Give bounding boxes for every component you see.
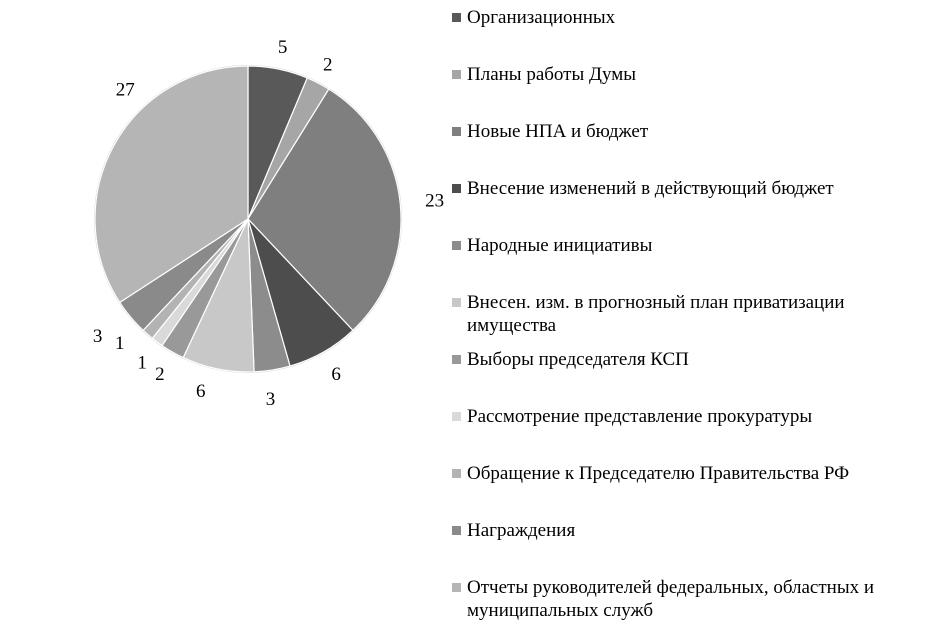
slice-value-label-11: 27 [115,79,135,101]
legend-swatch-3 [452,127,461,136]
legend-label-11: Отчеты руководителей федеральных, областных и муниципальных служб [467,577,875,621]
legend-swatch-6 [452,298,461,307]
legend-label-7: Выборы председателя КСП [467,349,689,370]
legend-label-5: Народные инициативы [467,235,653,256]
slice-value-label-5: 3 [265,389,276,410]
slice-value-label-4: 6 [331,364,341,385]
legend-swatch-9 [452,469,461,478]
legend-entry-1 [452,6,922,29]
legend-label-2: Планы работы Думы [467,64,636,85]
slice-value-label-7: 2 [155,364,165,385]
slice-value-label-3: 23 [425,190,445,212]
legend-entry-3 [452,120,922,143]
legend-swatch-4 [452,184,461,193]
pie-chart [0,0,445,633]
legend-entry-10 [452,519,922,542]
legend-swatch-2 [452,70,461,79]
legend [452,0,922,633]
legend-swatch-8 [452,412,461,421]
legend-entry-11 [452,576,922,622]
slice-value-label-10: 3 [92,326,103,347]
legend-label-9: Обращение к Председателю Правительства РФ [467,463,850,484]
slice-value-label-9: 1 [114,332,125,354]
legend-entry-5 [452,234,922,257]
slice-value-label-1: 5 [277,37,288,59]
legend-entry-7 [452,348,922,371]
legend-entry-8 [452,405,922,428]
pie-chart-svg [0,0,445,633]
legend-entry-6 [452,291,922,337]
slice-value-label-8: 1 [137,352,147,374]
legend-swatch-1 [452,13,461,22]
legend-entry-4 [452,177,922,200]
legend-label-6: Внесен. изм. в прогнозный план приватизации имущества [467,292,845,336]
legend-entry-9 [452,462,922,485]
legend-label-10: Награждения [467,520,576,541]
legend-swatch-11 [452,583,461,592]
legend-swatch-10 [452,526,461,535]
slice-value-label-6: 6 [195,380,206,402]
legend-label-1: Организационных [467,7,616,28]
legend-label-8: Рассмотрение представление прокуратуры [467,406,813,427]
legend-swatch-7 [452,355,461,364]
legend-label-4: Внесение изменений в действующий бюджет [467,178,834,199]
legend-swatch-5 [452,241,461,250]
legend-entry-2 [452,63,922,86]
legend-label-3: Новые НПА и бюджет [467,121,649,142]
slice-value-label-2: 2 [323,54,333,76]
